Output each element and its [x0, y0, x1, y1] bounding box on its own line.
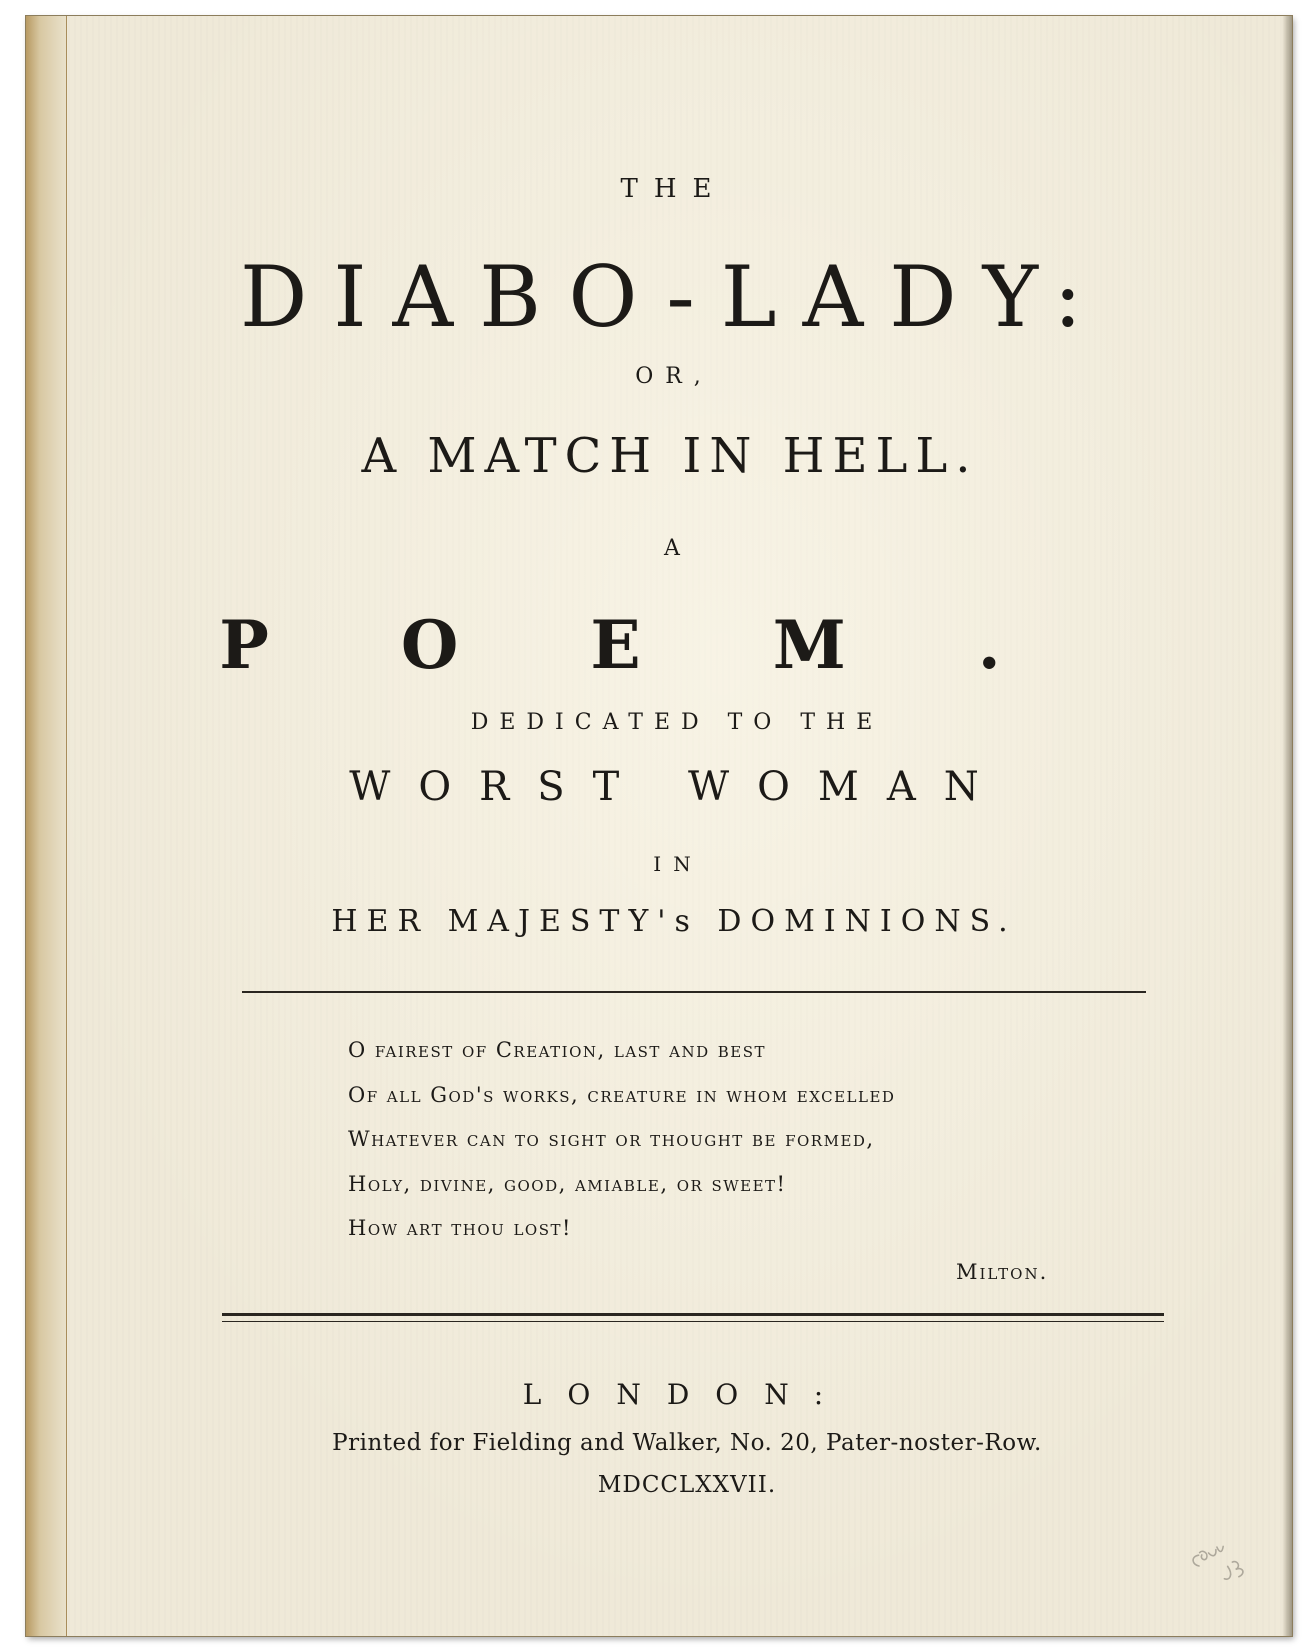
epigraph-line: O fairest of Creation, last and best: [348, 1038, 767, 1062]
epigraph-line: How art thou lost!: [348, 1216, 572, 1240]
imprint-city: LONDON:: [522, 1378, 850, 1411]
bottom-divider-rule-thin: [222, 1321, 1164, 1322]
imprint-date: MDCCLXXVII.: [597, 1472, 777, 1498]
heading-article: A: [664, 536, 680, 561]
heading-poem: POEM.: [219, 606, 1133, 684]
heading-or: OR,: [635, 364, 713, 389]
epigraph-line: Whatever can to sight or thought be formed,: [348, 1127, 875, 1151]
epigraph-line: Of all God's works, creature in whom excelled: [348, 1082, 896, 1107]
heading-the: THE: [620, 174, 728, 204]
epigraph-line: Holy, divine, good, amiable, or sweet!: [348, 1171, 787, 1196]
top-divider-rule: [242, 991, 1146, 993]
main-title: DIABO-LADY:: [240, 248, 1108, 346]
epigraph: [348, 1028, 1148, 1251]
dedication-line: DEDICATED TO THE: [470, 710, 884, 735]
bottom-divider-rule: [222, 1313, 1164, 1316]
pencil-annotation: [1184, 1528, 1263, 1607]
epigraph-attribution: Milton.: [956, 1260, 1049, 1284]
dedication-subject: WORST WOMAN: [349, 764, 1007, 810]
title-page: [26, 16, 1292, 1636]
dedication-in: IN: [653, 852, 703, 876]
subtitle: A MATCH IN HELL.: [361, 428, 979, 484]
imprint-printer: Printed for Fielding and Walker, No. 20, Pater-noster-Row.: [332, 1430, 1042, 1456]
dedication-dominions: HER MAJESTY's DOMINIONS.: [331, 904, 1017, 939]
